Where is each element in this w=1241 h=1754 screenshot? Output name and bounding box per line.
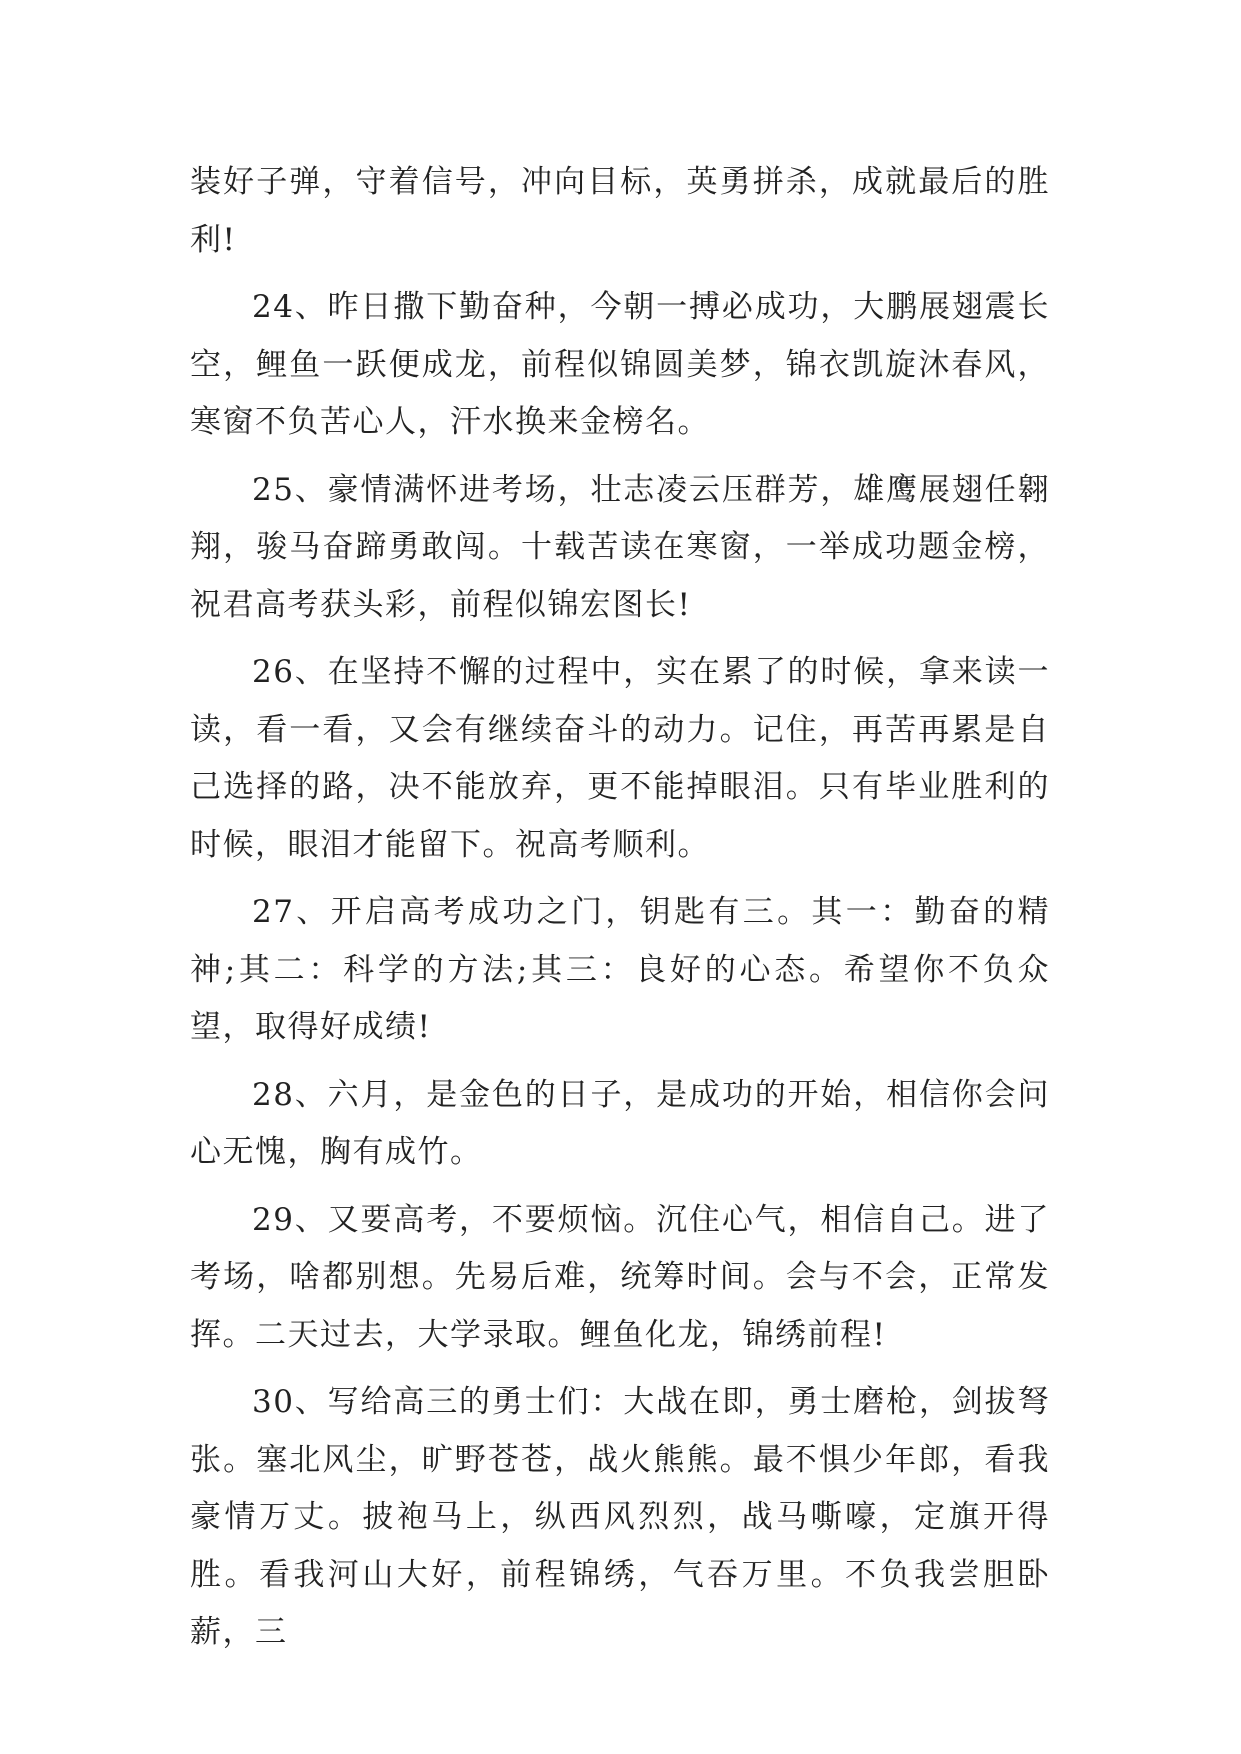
paragraph-30: 30、写给高三的勇士们：大战在即，勇士磨枪，剑拔弩张。塞北风尘，旷野苍苍，战火熊熊。最不惧少年郎，看我豪情万丈。披袍马上，纵西风烈烈，战马嘶嚎，定旗开得胜。看我河山大好，前程锦绣，气吞万里。不负我尝胆卧薪，三 xyxy=(190,1384,1050,1650)
paragraph-29: 29、又要高考，不要烦恼。沉住心气，相信自己。进了考场，啥都别想。先易后难，统筹时间。会与不会，正常发挥。二天过去，大学录取。鲤鱼化龙，锦绣前程! xyxy=(190,1201,1050,1353)
paragraph-continuation: 装好子弹，守着信号，冲向目标，英勇拼杀，成就最后的胜利! xyxy=(190,164,1050,258)
document-body xyxy=(190,154,1050,1672)
paragraph-25: 25、豪情满怀进考场，壮志凌云压群芳，雄鹰展翅任翱翔，骏马奋蹄勇敢闯。十载苦读在寒窗，一举成功题金榜，祝君高考获头彩，前程似锦宏图长! xyxy=(190,471,1050,623)
paragraph-27: 27、开启高考成功之门，钥匙有三。其一：勤奋的精神;其二：科学的方法;其三：良好的心态。希望你不负众望，取得好成绩! xyxy=(190,894,1050,1045)
paragraph-26: 26、在坚持不懈的过程中，实在累了的时候，拿来读一读，看一看，又会有继续奋斗的动力。记住，再苦再累是自己选择的路，决不能放弃，更不能掉眼泪。只有毕业胜利的时候，眼泪才能留下。祝高考顺利。 xyxy=(190,654,1050,863)
paragraph-24: 24、昨日撒下勤奋种，今朝一搏必成功，大鹏展翅震长空，鲤鱼一跃便成龙，前程似锦圆美梦，锦衣凯旋沐春风，寒窗不负苦心人，汗水换来金榜名。 xyxy=(190,289,1050,440)
paragraph-28: 28、六月，是金色的日子，是成功的开始，相信你会问心无愧，胸有成竹。 xyxy=(190,1076,1050,1170)
